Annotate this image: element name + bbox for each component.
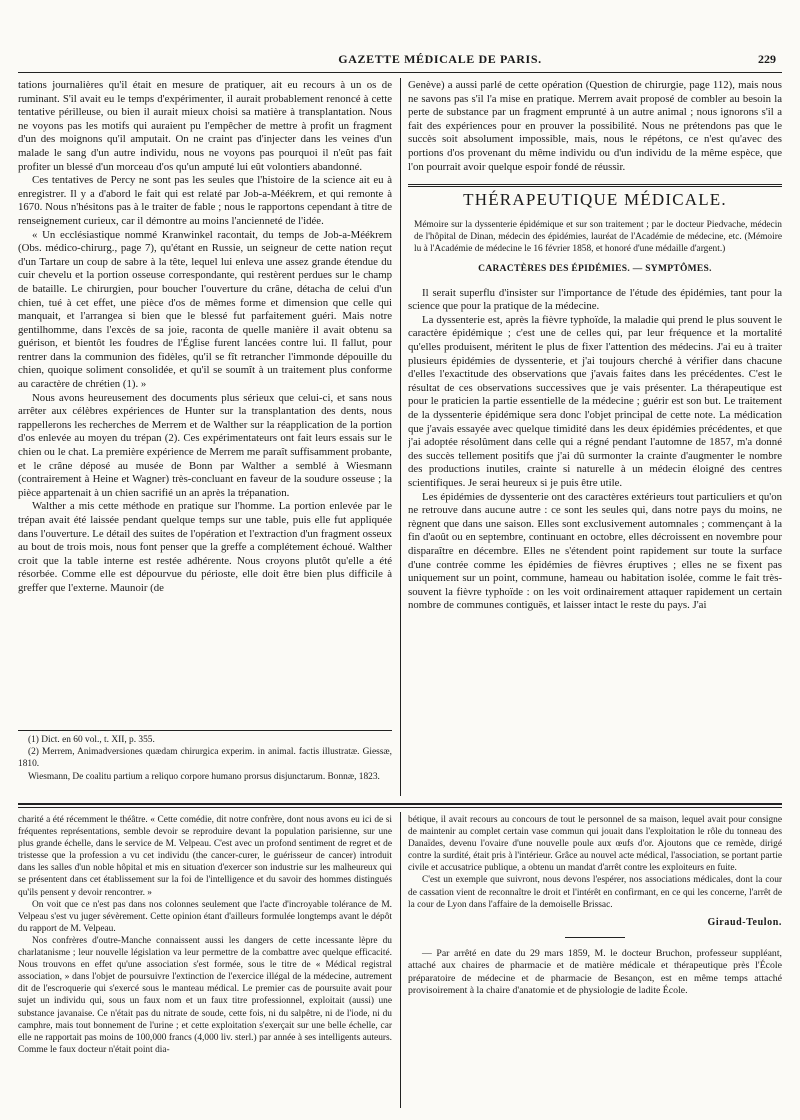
- footnote-rule: [18, 730, 392, 731]
- paragraph: « Un ecclésiastique nommé Kranwinkel racontait, du temps de Job-a-Méékrem (Obs. médico-chirurg., page 7), qu'étant en Russie, un seigneur de cette nation reçut d'un Tartare un coup de sabre à la tête, lequel lui enleva une assez grande étendue du cuir chevelu et la portion osseuse correspondante, qui restèrent perdues sur le champ de bataille. Le chirurgien, pour boucher l'ouverture du crâne, détacha de celui d'un chien, tué à cet effet, une pièce d'os de mêmes forme et dimension que celle qui manquait, et l'arrangea si bien que le blessé fut parfaitement guéri. Mais notre gentilhomme, dans l'excès de sa joie, raconta de quelle manière il avait obtenu sa guérison, et bientôt les foudres de l'Église furent lancées contre lui. Il fallut, pour rentrer dans la communion des fidèles, qu'il se fît retrancher l'immonde dépouille du chien, quoique soliment consolidée, et qu'il se soumît à un traitement plus conforme au caractère de chrétien (1). »: [18, 228, 392, 391]
- right-top-column: [408, 79, 782, 795]
- paragraph: Nous avons heureusement des documents plus sérieux que celui-ci, et sans nous arrêter aux célèbres expériences de Hunter sur la transplantation des dents, nous rappellerons les recherches de Merrem et de Walther sur la réapplication de la portion d'os enlevée au moyen du trépan (2). Ces expérimentateurs ont fait leurs essais sur le chien ou le chat. La première expérience de Merrem me paraît suffisamment probante, et le crâne déposé au musée de Bonn par Walther a semblé à Wiesmann (contrairement à Heine et Wagner) très-concluant en faveur de la soudure osseuse ; la pièce appartenait à un chien sacrifié un an après la trépanation.: [18, 391, 392, 499]
- paragraph: On voit que ce n'est pas dans nos colonnes seulement que l'acte d'incroyable tolérance de M. Velpeau s'est vu juger sévèrement. Cette opinion étant d'ailleurs formulée longtemps avant le dépôt du rapport de M. Velpeau.: [18, 899, 392, 934]
- footnote: (1) Dict. en 60 vol., t. XII, p. 355.: [28, 735, 155, 745]
- paragraph: bétique, il avait recours au concours de tout le personnel de sa maison, lequel avait pour consigne de maintenir au complet certain vase commun qui jouait dans l'exploitation le rôle du tonneau des Danaïdes, devenu l'ovaire d'une nouvelle poule aux œufs d'or. Ajoutons que ce remède, dirigé contre la surdité, était pris à l'intérieur. Grâce au nouvel acte médical, l'association, se portant partie civile et accusatrice publique, a obtenu un mandat d'arrêt contre les exploiteurs en fuite.: [408, 815, 782, 874]
- paragraph: Il serait superflu d'insister sur l'importance de l'étude des épidémies, tant pour la science que pour la pratique de la médecine.: [408, 286, 782, 313]
- section-title: THÉRAPEUTIQUE MÉDICALE.: [463, 190, 727, 210]
- footnote: Wiesmann, De coalitu partium a reliquo corpore humano prorsus disjunctarum. Bonnæ, 1823.: [28, 771, 380, 782]
- page-number: 229: [758, 52, 776, 66]
- paragraph: Ces tentatives de Percy ne sont pas les seules que l'histoire de la science ait eu à enregistrer. Il y a d'abord le fait qui est relaté par Job-a-Méékrem, et qui remonte à 1670. Nous n'hésitons pas à le traiter de fable ; nous le rapportons cependant à titre de renseignement curieux, car il démontre au moins l'ancienneté de l'idée.: [18, 174, 392, 227]
- column-divider-bottom: [400, 812, 401, 1108]
- subsection-title: CARACTÈRES DES ÉPIDÉMIES. — SYMPTÔMES.: [478, 264, 712, 275]
- announcement: — Par arrêté en date du 29 mars 1859, M. le docteur Bruchon, professeur suppléant, attaché aux chaires de pharmacie et de matière médicale et thérapeutique près l'École préparatoire de médecine et de pharmacie de Besançon, est en même temps attaché provisoirement à la chaire d'anatomie et de physiologie de ladite École.: [408, 947, 782, 997]
- column-divider: [400, 78, 401, 796]
- paragraph: Walther a mis cette méthode en pratique sur l'homme. La portion enlevée par le trépan avait été laissée pendant quelque temps sur une table, puis elle fut appliquée dans l'ouverture. Le détail des suites de l'opération et l'extraction d'un fragment osseux au bout de trois mois, nous font penser que la greffe a complétement échoué. Walther croit que la table interne est restée adhérente. Nous croyons plutôt qu'elle a été résorbée. Comme elle est dépourvue du périoste, elle doit être bien plus difficile à greffer que l'externe. Maunoir (de: [18, 500, 392, 594]
- header-rule: [18, 72, 782, 73]
- page-header: [100, 52, 780, 72]
- section-separator-thin: [18, 807, 782, 808]
- paragraph: tations journalières qu'il était en mesure de pratiquer, ait eu recours à un os de ruminant. S'il avait eu le temps d'expérimenter, il aurait probablement renoncé à cette tentative périlleuse, ou bien il aurait mieux choisi sa matière à transplantation. Nous ne voyons pas les motifs qui auraient pu l'empêcher de mettre à profit un fragment d'un des moignons qu'il amputait. On ne craint pas d'injecter dans les veines d'un malade le sang d'un autre individu, nous ne voyons pas pourquoi il n'eût pas fait profiter un blessé d'un morceau d'os qu'un amputé lui eût volontiers abandonné.: [18, 79, 392, 173]
- memoire-heading: Mémoire sur la dyssenterie épidémique et sur son traitement ; par le docteur Piedvache, médecin de l'hôpital de Dinan, médecin des épidémies, lauréat de l'Académie de médecine, etc. (Mémoire lu à l'Académie de médecine le 16 février 1858, et honoré d'une médaille d'argent.): [414, 219, 782, 254]
- section-separator: [18, 803, 782, 805]
- paragraph: La dyssenterie est, après la fièvre typhoïde, la maladie qui prend le plus souvent le caractère épidémique ; c'est une de celles qui, par leur fréquence et la mortalité qu'elles produisent, méritent le plus de fixer l'attention des médecins. J'ai eu à traiter plusieurs épidémies de dyssenterie, et j'ai toujours cherché à vérifier dans chacune d'elles l'exactitude des observations que j'avais faites dans les précédentes. C'est le résultat de ces observations successives que je vais présenter. La thérapeutique est pour le praticien la partie essentielle de la médecine ; guérir est son but. Le traitement de la dyssenterie épidémique sera donc l'objet principal de cette note. La médication que j'avais essayée avec quelque timidité dans les deux épidémies précédentes, et que j'ai adoptée résolûment dans celle qui a régné pendant l'automne de 1857, m'a donné des succès tellement positifs que j'ai dû surmonter la crainte d'augmenter le nombre des productions inutiles, crainte si naturelle à un médecin éloigné des centres scientifiques. Je serai heureux si je puis être utile.: [408, 313, 782, 489]
- running-title: GAZETTE MÉDICALE DE PARIS.: [338, 52, 542, 66]
- left-bottom-column: [18, 814, 392, 1106]
- left-top-column: [18, 79, 392, 725]
- paragraph: charité a été récemment le théâtre. « Cette comédie, dit notre confrère, dont nous avons eu ici de si fréquentes représentations, semble devoir se reproduire devant la population parisienne, sur une plus grande échelle, dans le service de M. Velpeau. C'est avec un profond sentiment de regret et de tristesse que la profession a vu cet individu (the cancer-curer, le guérisseur de cancer) introduit dans les salles d'un noble hôpital et mis en situation d'exercer son industrie sur les malheureux qui se présentent dans cet établissement sur la foi de l'intelligence et du savoir des hommes distingués qu'ils pensent y devoir rencontrer. »: [18, 815, 392, 898]
- paragraph: Nos confrères d'outre-Manche connaissent aussi les dangers de cette incessante lèpre du charlatanisme ; leur nouvelle législation va leur permettre de la combattre avec quelque efficacité. Nous trouvons en effet qu'une association s'est formée, sous le titre de « Médical registral association, » dans l'objet de poursuivre l'extinction de l'exercice illégal de la médecine, autrement dit de l'escroquerie qui s'exercé sous le manteau médical. Le premier cas de poursuite avait pour sujet un individu qui, sous un faux nom et un faux titre professionnel, exploitait (aussi) une substance javanaise. Ce n'était pas du nitrate de soude, cette fois, ni du salpêtre, ni de l'iode, ni du camphre, mais tout bonnement de l'urine ; et cette exploitation s'exerçait sur une belle échelle, car elle ne rapportait pas moins de 100,000 francs (4,000 liv. sterl.) par année à ses intelligents auteurs. Comme le faux docteur n'était point dia-: [18, 935, 392, 1055]
- footnotes: [18, 734, 392, 794]
- section-double-rule: [408, 184, 782, 187]
- paragraph: Genève) a aussi parlé de cette opération (Question de chirurgie, page 112), mais nous ne savons pas s'il l'a mise en pratique. Merrem avait proposé de combler au besoin la perte de substance par un fragment emprunté à un autre animal ; nous ignorons s'il a fait des expériences pour en prouver la possibilité. Nous ne prétendons pas que le succès soit absolument impossible, mais, nous le répétons, ce n'est qu'avec des portions d'os provenant du même individu ou d'un individu de la même espèce, que l'on pourrait avoir quelque espoir fondé de réussir.: [408, 79, 782, 173]
- paragraph: C'est un exemple que suivront, nous devons l'espérer, nos associations médicales, dont la cour de cassation vient de reconnaître le droit et l'intérêt en confirmant, en ce qui les concerne, l'arrêt de la cour de Lyon dans l'affaire de la demoiselle Brissac.: [408, 875, 782, 910]
- right-bottom-column: [408, 814, 782, 1106]
- author-signature: Giraud-Teulon.: [707, 916, 782, 928]
- footnote: (2) Merrem, Animadversiones quædam chirurgica experim. in animal. factis illustratæ. Giessæ, 1810.: [18, 747, 392, 770]
- paragraph: Les épidémies de dyssenterie ont des caractères extérieurs tout particuliers et qu'on ne retrouve dans aucune autre : ce sont les seules qui, dans notre pays du moins, ne règnent que dans une saison. Elles sont exclusivement automnales ; commençant à la fin d'août ou en septembre, continuant en octobre, elles décroissent en novembre pour disparaître en décembre. Elles ne s'étendent point rapidement sur toute la surface d'une contrée comme les épidémies de fièvres éruptives ; elles ne se fixent pas uniquement sur un point, commune, hameau ou habitation isolée, comme le fait très-souvent la fièvre typhoïde : on les voit ordinairement attaquer rapidement un certain nombre de communes contiguës, et laisser intact le reste du pays. J'ai: [408, 490, 782, 612]
- short-rule: [565, 937, 625, 938]
